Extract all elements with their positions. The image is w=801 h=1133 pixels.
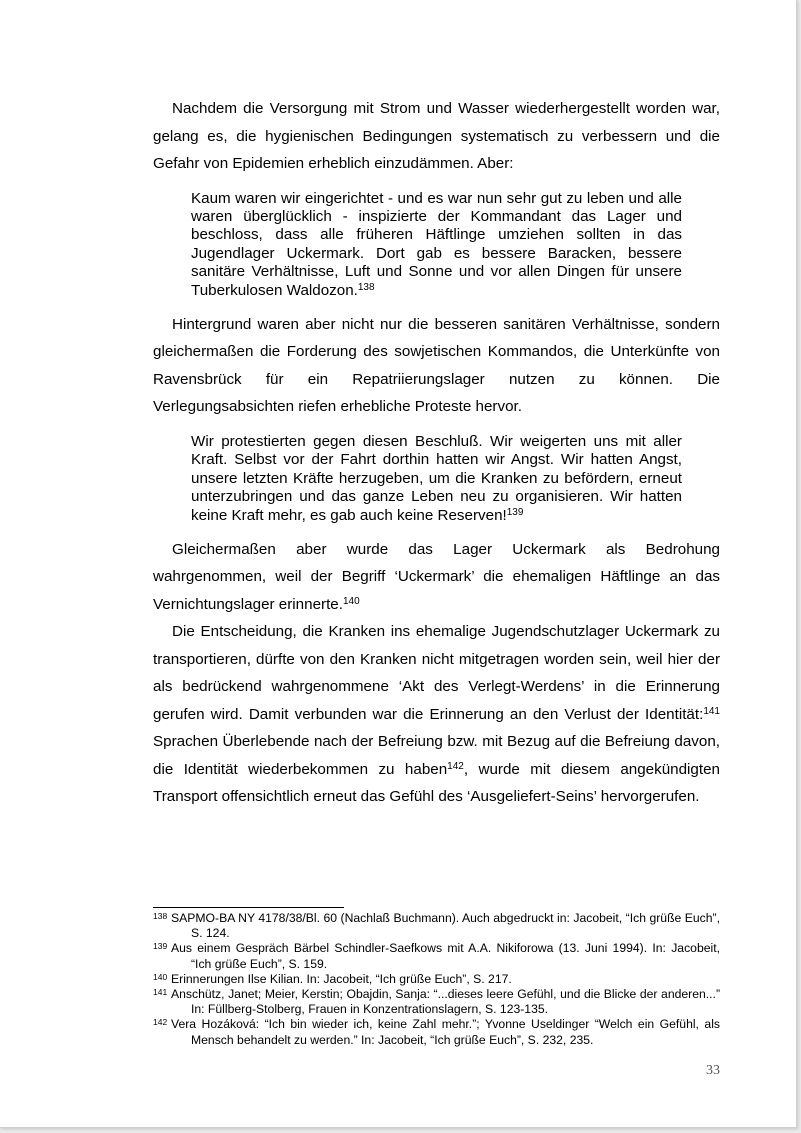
- footnote-140: 140 Erinnerungen Ilse Kilian. In: Jacobeit, “Ich grüße Euch”, S. 217.: [153, 971, 512, 986]
- paragraph-2: Hintergrund waren aber nicht nur die besseren sanitären Verhältnisse, sondern gleichermaßen die Forderung des sowjetischen Kommandos, die Unterkünfte von Ravensbrück für ein Repatriierungslager nutzen zu können. Die Verlegungsabsichten riefen erhebliche Proteste hervor.: [153, 315, 720, 416]
- paragraph-3-text: Gleichermaßen aber wurde das Lager Uckermark als Bedrohung wahrgenommen, weil der Begriff ‘Uckermark’ die ehemaligen Häftlinge an das Vernichtungslager erinnerte.: [153, 540, 720, 613]
- paragraph-3: [153, 536, 720, 619]
- footnote-text: SAPMO-BA NY 4178/38/Bl. 60 (Nachlaß Buchmann). Auch abgedruckt in: Jacobeit, “Ich grüße Euch”, S. 124.: [171, 911, 720, 941]
- footnote-ref-139[interactable]: 139: [506, 506, 524, 518]
- footnote-ref-138[interactable]: 138: [357, 281, 375, 293]
- footnotes: [153, 911, 720, 1048]
- footnote-text: Vera Hozáková: “Ich bin wieder ich, keine Zahl mehr.”; Yvonne Useldinger “Welch ein Gefühl, als Mensch behandelt zu werden.” In: Jacobeit, “Ich grüße Euch”, S. 232, 235.: [171, 1017, 720, 1047]
- paragraph-4-text-c: , wurde mit diesem angekündigten Transport offensichtlich erneut das Gefühl des ‘Ausgeliefert-Seins’ hervorgerufen.: [153, 760, 720, 806]
- footnote-text: Anschütz, Janet; Meier, Kerstin; Obajdin, Sanja: “...dieses leere Gefühl, und die Blicke der anderen...” In: Füllberg-Stolberg, Frauen in Konzentrationslagern, S. 123-135.: [171, 987, 720, 1017]
- footnote-ref-142[interactable]: 142: [447, 760, 464, 772]
- footnote-ref-141[interactable]: 141: [703, 705, 720, 717]
- footnote-139: 139 Aus einem Gespräch Bärbel Schindler-Saefkows mit A.A. Nikiforowa (13. Juni 1994). In: Jacobeit, “Ich grüße Euch”, S. 159.: [153, 941, 720, 971]
- page-number: 33: [706, 1063, 720, 1078]
- footnote-text: Aus einem Gespräch Bärbel Schindler-Saefkows mit A.A. Nikiforowa (13. Juni 1994). In: Jacobeit, “Ich grüße Euch”, S. 159.: [171, 941, 720, 971]
- footnote-text: Erinnerungen Ilse Kilian. In: Jacobeit, “Ich grüße Euch”, S. 217.: [171, 971, 512, 986]
- footnote-142: 142 Vera Hozáková: “Ich bin wieder ich, keine Zahl mehr.”; Yvonne Useldinger “Welch ein Gefühl, als Mensch behandelt zu werden.” In: Jacobeit, “Ich grüße Euch”, S. 232, 235.: [153, 1017, 720, 1047]
- paragraph-4: [153, 618, 720, 811]
- block-quote-2: [191, 433, 682, 525]
- block-quote-2-text: Wir protestierten gegen diesen Beschluß. Wir weigerten uns mit aller Kraft. Selbst vor der Fahrt dorthin hatten wir Angst. Wir hatten Angst, unsere letzten Kräfte herzugeben, um die Kranken zu befördern, erneut unterzubringen und das ganze Leben neu zu organisieren. Wir hatten keine Kraft mehr, es gab auch keine Reserven!: [191, 432, 682, 524]
- footnote-138: 138 SAPMO-BA NY 4178/38/Bl. 60 (Nachlaß Buchmann). Auch abgedruckt in: Jacobeit, “Ich grüße Euch”, S. 124.: [153, 911, 720, 941]
- footnote-separator: [153, 907, 344, 908]
- footnote-141: 141 Anschütz, Janet; Meier, Kerstin; Obajdin, Sanja: “...dieses leere Gefühl, und die Blicke der anderen...” In: Füllberg-Stolberg, Frauen in Konzentrationslagern, S. 123-135.: [153, 987, 720, 1017]
- paragraph-4-text-b: Sprachen Überlebende nach der Befreiung bzw. mit Bezug auf die Befreiung davon, die Identität wiederbekommen zu haben: [153, 733, 720, 778]
- block-quote-1-text: Kaum waren wir eingerichtet - und es war nun sehr gut zu leben und alle waren überglücklich - inspizierte der Kommandant das Lager und beschloss, dass alle früheren Häftlinge umziehen sollten in das Jugendlager Uckermark. Dort gab es bessere Baracken, bessere sanitäre Verhältnisse, Luft und Sonne und vor allen Dingen für unsere Tuberkulosen Waldozon.: [191, 189, 682, 299]
- block-quote-1: [191, 190, 682, 300]
- footnote-ref-140[interactable]: 140: [342, 595, 360, 607]
- paragraph-4-text-a: Die Entscheidung, die Kranken ins ehemalige Jugendschutzlager Uckermark zu transportieren, dürfte von den Kranken nicht mitgetragen worden sein, weil hier der als bedrückend wahrgenommene ‘Akt des Verlegt-Werdens’ in die Erinnerung gerufen wird. Damit verbunden war die Erinnerung an den Verlust der Identität:: [153, 623, 720, 723]
- main-text: [153, 95, 720, 811]
- paragraph-1: Nachdem die Versorgung mit Strom und Wasser wiederhergestellt worden war, gelang es, die hygienischen Bedingungen systematisch zu verbessern und die Gefahr von Epidemien erheblich einzudämmen. Aber:: [153, 100, 720, 172]
